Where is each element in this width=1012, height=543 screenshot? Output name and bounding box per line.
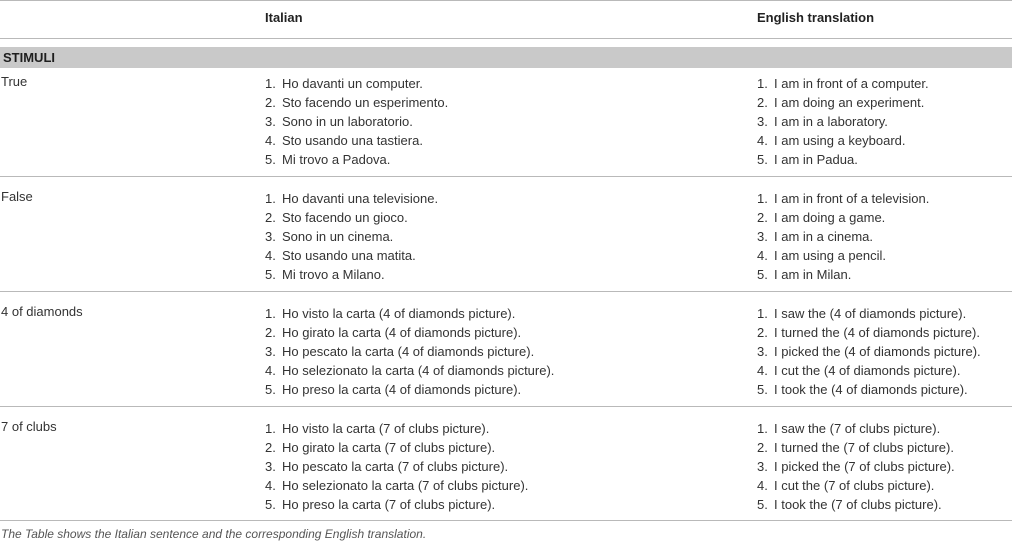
list-item: 3. Ho pescato la carta (4 of diamonds picture).	[265, 344, 535, 359]
list-item: 3. I am in a cinema.	[757, 229, 873, 244]
table-row	[0, 183, 1012, 291]
section-band	[0, 47, 1012, 68]
list-item: 2. I am doing a game.	[757, 210, 886, 225]
list-item: 4. I am using a keyboard.	[757, 133, 906, 148]
table-row	[0, 413, 1012, 521]
table-header-row	[0, 0, 1012, 38]
row-label: 7 of clubs	[1, 419, 57, 434]
table-row	[0, 298, 1012, 406]
list-item: 1. I saw the (7 of clubs picture).	[757, 421, 941, 436]
list-item: 4. I cut the (4 of diamonds picture).	[757, 363, 961, 378]
italian-list	[265, 74, 448, 169]
row-label: True	[1, 74, 28, 89]
list-item: 3. I picked the (4 of diamonds picture).	[757, 344, 981, 359]
list-item: 5. I am in Milan.	[757, 267, 852, 282]
list-item: 2. Sto facendo un esperimento.	[265, 95, 449, 110]
italian-list	[265, 419, 528, 514]
row-divider	[0, 406, 1012, 407]
list-item: 5. Mi trovo a Padova.	[265, 152, 391, 167]
list-item: 3. Sono in un cinema.	[265, 229, 394, 244]
list-item: 4. Ho selezionato la carta (4 of diamonds picture).	[265, 363, 555, 378]
english-list	[757, 189, 929, 284]
table-caption: The Table shows the Italian sentence and the corresponding English translation.	[1, 527, 427, 541]
list-item: 3. Sono in un laboratorio.	[265, 114, 413, 129]
header-rule	[0, 38, 1012, 39]
list-item: 1. Ho visto la carta (7 of clubs picture).	[265, 421, 490, 436]
list-item: 3. I picked the (7 of clubs picture).	[757, 459, 955, 474]
list-item: 2. I turned the (7 of clubs picture).	[757, 440, 954, 455]
list-item: 1. I am in front of a television.	[757, 191, 930, 206]
list-item: 1. I am in front of a computer.	[757, 76, 929, 91]
list-item: 5. I took the (7 of clubs picture).	[757, 497, 942, 512]
list-item: 3. I am in a laboratory.	[757, 114, 888, 129]
list-item: 4. Sto usando una matita.	[265, 248, 416, 263]
list-item: 2. I turned the (4 of diamonds picture).	[757, 325, 980, 340]
list-item: 5. Ho preso la carta (7 of clubs picture).	[265, 497, 496, 512]
english-list	[757, 74, 929, 169]
list-item: 1. Ho davanti un computer.	[265, 76, 423, 91]
list-item: 4. Sto usando una tastiera.	[265, 133, 423, 148]
list-item: 5. Mi trovo a Milano.	[265, 267, 385, 282]
list-item: 3. Ho pescato la carta (7 of clubs picture).	[265, 459, 509, 474]
list-item: 4. Ho selezionato la carta (7 of clubs picture).	[265, 478, 529, 493]
list-item: 2. Ho girato la carta (7 of clubs picture).	[265, 440, 496, 455]
list-item: 4. I am using a pencil.	[757, 248, 887, 263]
row-divider	[0, 291, 1012, 292]
list-item: 2. I am doing an experiment.	[757, 95, 925, 110]
header-english: English translation	[757, 10, 875, 25]
english-list	[757, 419, 955, 514]
english-list	[757, 304, 981, 399]
section-title: STIMULI	[3, 50, 55, 65]
italian-list	[265, 189, 438, 284]
list-item: 4. I cut the (7 of clubs picture).	[757, 478, 935, 493]
list-item: 5. Ho preso la carta (4 of diamonds picture).	[265, 382, 522, 397]
list-item: 1. Ho visto la carta (4 of diamonds picture).	[265, 306, 516, 321]
row-label: False	[1, 189, 33, 204]
list-item: 2. Sto facendo un gioco.	[265, 210, 408, 225]
italian-list	[265, 304, 554, 399]
row-divider	[0, 176, 1012, 177]
list-item: 5. I am in Padua.	[757, 152, 858, 167]
row-label: 4 of diamonds	[1, 304, 83, 319]
list-item: 5. I took the (4 of diamonds picture).	[757, 382, 968, 397]
list-item: 1. I saw the (4 of diamonds picture).	[757, 306, 967, 321]
table-row	[0, 68, 1012, 176]
header-italian: Italian	[265, 10, 303, 25]
list-item: 2. Ho girato la carta (4 of diamonds picture).	[265, 325, 522, 340]
bottom-rule	[0, 520, 1012, 521]
list-item: 1. Ho davanti una televisione.	[265, 191, 439, 206]
